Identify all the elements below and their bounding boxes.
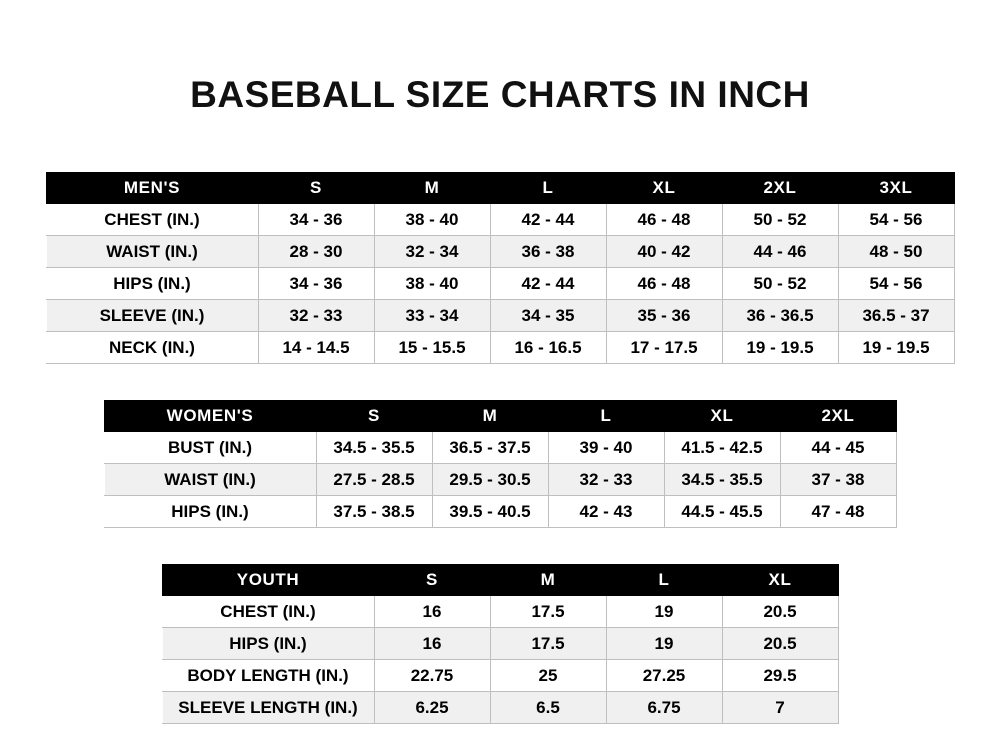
table-cell: 50 - 52 [722,268,838,300]
table-cell: 17.5 [490,596,606,628]
page-title: BASEBALL SIZE CHARTS IN INCH [190,74,810,115]
row-label: CHEST (IN.) [46,204,258,236]
table-cell: 34 - 35 [490,300,606,332]
table-cell: 22.75 [374,660,490,692]
column-header: L [490,173,606,204]
table-cell: 6.25 [374,692,490,724]
table-cell: 19 [606,596,722,628]
table-row [104,464,896,496]
youth-size-table [162,564,839,724]
table-row [104,432,896,464]
table-cell: 15 - 15.5 [374,332,490,364]
column-header: 2XL [780,401,896,432]
table-cell: 32 - 33 [258,300,374,332]
column-header: XL [722,565,838,596]
column-header: 2XL [722,173,838,204]
row-label: CHEST (IN.) [162,596,374,628]
table-cell: 32 - 34 [374,236,490,268]
table-cell: 47 - 48 [780,496,896,528]
row-label: NECK (IN.) [46,332,258,364]
table-cell: 39.5 - 40.5 [432,496,548,528]
column-header: WOMEN'S [104,401,316,432]
table-cell: 16 [374,596,490,628]
row-label: HIPS (IN.) [46,268,258,300]
column-header: L [606,565,722,596]
table-cell: 16 [374,628,490,660]
table-row [104,496,896,528]
table-cell: 54 - 56 [838,268,954,300]
table-cell: 29.5 [722,660,838,692]
table-cell: 19 [606,628,722,660]
column-header: YOUTH [162,565,374,596]
table-row [162,628,838,660]
row-label: HIPS (IN.) [162,628,374,660]
table-cell: 38 - 40 [374,268,490,300]
table-row [46,268,954,300]
row-label: SLEEVE LENGTH (IN.) [162,692,374,724]
column-header: M [432,401,548,432]
table-cell: 42 - 44 [490,268,606,300]
table-cell: 27.5 - 28.5 [316,464,432,496]
table-row [46,300,954,332]
table-cell: 38 - 40 [374,204,490,236]
table-cell: 7 [722,692,838,724]
table-cell: 48 - 50 [838,236,954,268]
table-row [162,692,838,724]
table-cell: 44 - 45 [780,432,896,464]
row-label: BODY LENGTH (IN.) [162,660,374,692]
table-cell: 36 - 36.5 [722,300,838,332]
table-cell: 19 - 19.5 [838,332,954,364]
table-row [162,596,838,628]
table-row [46,332,954,364]
table-cell: 25 [490,660,606,692]
table-cell: 44.5 - 45.5 [664,496,780,528]
table-cell: 50 - 52 [722,204,838,236]
womens-size-table [104,400,897,528]
table-cell: 36.5 - 37 [838,300,954,332]
column-header: MEN'S [46,173,258,204]
table-cell: 35 - 36 [606,300,722,332]
table-cell: 37 - 38 [780,464,896,496]
table-cell: 16 - 16.5 [490,332,606,364]
column-header: S [258,173,374,204]
row-label: BUST (IN.) [104,432,316,464]
table-cell: 20.5 [722,628,838,660]
table-cell: 44 - 46 [722,236,838,268]
table-cell: 39 - 40 [548,432,664,464]
row-label: SLEEVE (IN.) [46,300,258,332]
table-cell: 36 - 38 [490,236,606,268]
column-header: S [374,565,490,596]
table-header-row [162,565,838,596]
table-spacer [0,528,1000,564]
column-header: XL [664,401,780,432]
column-header: S [316,401,432,432]
table-cell: 19 - 19.5 [722,332,838,364]
table-cell: 28 - 30 [258,236,374,268]
table-cell: 34.5 - 35.5 [316,432,432,464]
table-cell: 6.75 [606,692,722,724]
table-cell: 34 - 36 [258,204,374,236]
table-cell: 20.5 [722,596,838,628]
row-label: HIPS (IN.) [104,496,316,528]
column-header: M [374,173,490,204]
table-row [46,204,954,236]
table-cell: 27.25 [606,660,722,692]
table-cell: 17 - 17.5 [606,332,722,364]
table-cell: 36.5 - 37.5 [432,432,548,464]
table-cell: 37.5 - 38.5 [316,496,432,528]
table-cell: 46 - 48 [606,268,722,300]
table-cell: 54 - 56 [838,204,954,236]
row-label: WAIST (IN.) [104,464,316,496]
column-header: XL [606,173,722,204]
tables-container [0,172,1000,724]
row-label: WAIST (IN.) [46,236,258,268]
table-cell: 42 - 44 [490,204,606,236]
table-cell: 14 - 14.5 [258,332,374,364]
table-cell: 29.5 - 30.5 [432,464,548,496]
table-cell: 41.5 - 42.5 [664,432,780,464]
table-row [46,236,954,268]
table-cell: 33 - 34 [374,300,490,332]
column-header: 3XL [838,173,954,204]
table-row [162,660,838,692]
table-header-row [46,173,954,204]
table-cell: 40 - 42 [606,236,722,268]
mens-size-table [46,172,955,364]
table-spacer [0,364,1000,400]
table-cell: 17.5 [490,628,606,660]
column-header: M [490,565,606,596]
table-cell: 6.5 [490,692,606,724]
table-cell: 42 - 43 [548,496,664,528]
table-cell: 34 - 36 [258,268,374,300]
table-cell: 46 - 48 [606,204,722,236]
table-cell: 34.5 - 35.5 [664,464,780,496]
table-header-row [104,401,896,432]
table-cell: 32 - 33 [548,464,664,496]
column-header: L [548,401,664,432]
